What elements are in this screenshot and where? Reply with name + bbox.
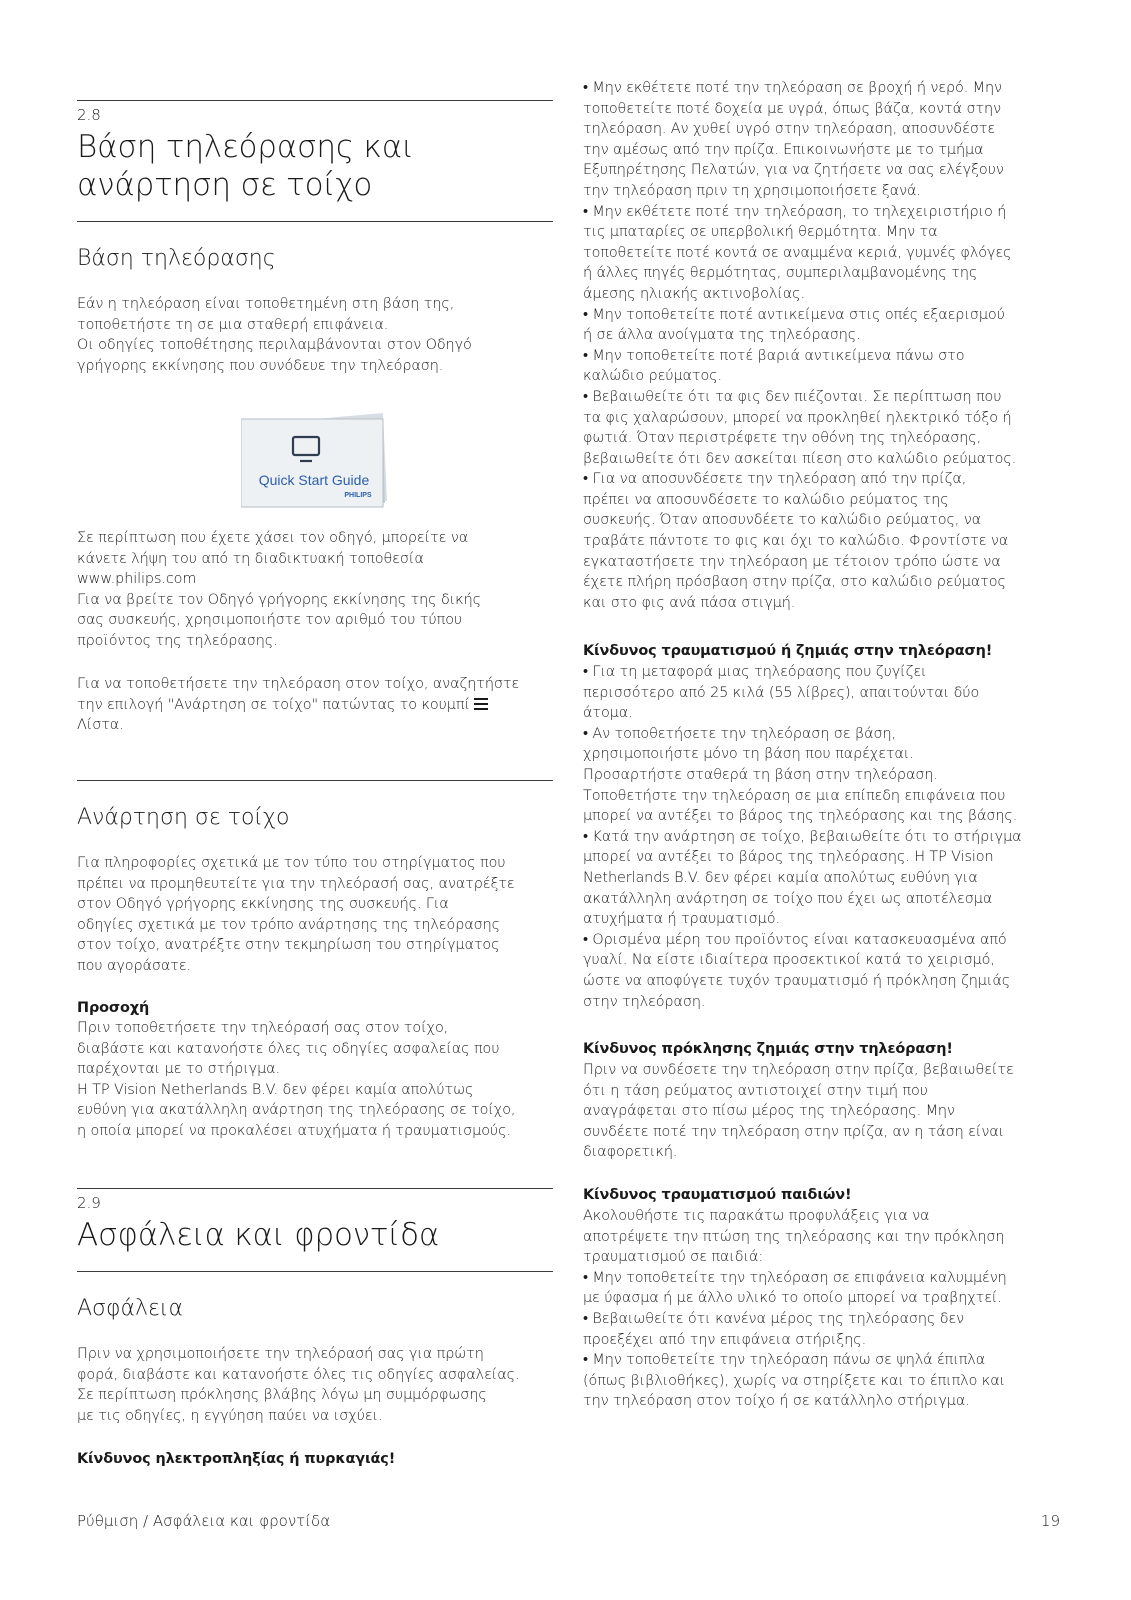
text-line: στην τηλεόραση. xyxy=(583,993,706,1010)
tv-stand-paragraph-1 xyxy=(77,294,553,376)
text-line: έχετε πλήρη πρόσβαση στην πρίζα, στο καλώδιο ρεύματος xyxy=(583,574,1006,591)
section-title xyxy=(77,128,553,204)
text-line: Για να βρείτε τον Οδηγό γρήγορης εκκίνησης της δικής xyxy=(77,591,481,608)
text-line: μπορεί να αντέξει το βάρος της τηλεόρασης. Η TP Vision xyxy=(583,849,994,866)
text-line: Ακολουθήστε τις παρακάτω προφυλάξεις για να xyxy=(583,1208,930,1224)
text-line: Εάν η τηλεόραση είναι τοποθετημένη στη βάση της, xyxy=(77,296,455,312)
section-title-rule-2-9 xyxy=(77,1271,553,1272)
footer-breadcrumb: Ρύθμιση / Ασφάλεια και φροντίδα xyxy=(77,1512,331,1530)
children-title: Κίνδυνος τραυματισμού παιδιών! xyxy=(583,1187,852,1203)
text-line: που αγοράσατε. xyxy=(77,957,192,974)
text-line: ή άλλες πηγές θερμότητας, συμπεριλαμβανομένης της xyxy=(583,265,978,282)
text-line: • Μην τοποθετείτε την τηλεόραση πάνω σε ψηλά έπιπλα xyxy=(583,1352,986,1369)
fire-bullets xyxy=(583,78,1067,613)
text-line: στον Οδηγό γρήγορης εκκίνησης της συσκευής. Για xyxy=(77,896,449,913)
text-line: ακατάλληλη ανάρτηση σε τοίχο που έχει ως αποτέλεσμα xyxy=(583,890,993,907)
text-line: Προσαρτήστε σταθερά τη βάση στην τηλεόραση. xyxy=(583,766,938,783)
text-line: τραυματισμού σε παιδιά: xyxy=(583,1249,764,1266)
text-line: Εξυπηρέτησης Πελατών, για να ζητήσετε να σας ελέγξουν xyxy=(583,162,1004,179)
text-line: εγκαταστήσετε την τηλεόραση με τέτοιον τρόπο ώστε να xyxy=(583,553,1001,570)
text-line: συνδέετε ποτέ την τηλεόραση στην πρίζα, αν η τάση είναι xyxy=(583,1123,1005,1140)
text-line: • Μην τοποθετείτε ποτέ βαριά αντικείμενα πάνω στο xyxy=(583,347,965,364)
text-line: με ύφασμα ή με άλλο υλικό το οποίο μπορεί να τραβηχτεί. xyxy=(583,1290,1002,1307)
tv-stand-paragraph-3-line3: Λίστα. xyxy=(77,717,124,734)
tv-stand-paragraph-2 xyxy=(77,528,553,652)
caution-title: Προσοχή xyxy=(77,1000,150,1016)
text-line: στον τοίχο, ανατρέξτε στην τεκμηρίωση του στηρίγματος xyxy=(77,937,500,954)
text-line: τις μπαταρίες σε υπερβολική θερμότητα. Μην τα xyxy=(583,224,938,241)
text-line: ευθύνη για ακατάλληλη ανάρτηση της τηλεόρασης σε τοίχο, xyxy=(77,1102,516,1119)
text-line: ώστε να αποφύγετε τυχόν τραυματισμό ή πρόκληση ζημιάς xyxy=(583,972,1011,989)
text-line: ατυχήματα ή τραυματισμό. xyxy=(583,911,780,928)
text-line: οδηγίες σχετικά με τον τρόπο ανάρτησης της τηλεόρασης xyxy=(77,916,500,933)
text-line: ή σε άλλα ανοίγματα της τηλεόρασης. xyxy=(583,327,861,344)
text-line: προϊόντος της τηλεόρασης. xyxy=(77,632,278,649)
tv-stand-paragraph-3-line1: Για να τοποθετήσετε την τηλεόραση στον τοίχο, αναζητήστε xyxy=(77,676,520,692)
text-line: μπορεί να αντέξει το βάρος της τηλεόρασης και της βάσης. xyxy=(583,808,1018,825)
text-line: • Μην τοποθετείτε την τηλεόραση σε επιφάνεια καλυμμένη xyxy=(583,1269,1007,1286)
wall-mount-paragraph xyxy=(77,853,555,977)
text-line: (όπως βιβλιοθήκες), χωρίς να στηρίξετε και το έπιπλο και xyxy=(583,1372,1006,1389)
text-line: περισσότερο από 25 κιλά (55 λίβρες), απαιτούνται δύο xyxy=(583,684,980,701)
text-line: χρησιμοποιήστε μόνο τη βάση που παρέχεται. xyxy=(583,746,914,763)
safety-paragraph xyxy=(77,1344,555,1426)
section-title-rule xyxy=(77,221,553,222)
damage-title: Κίνδυνος πρόκλησης ζημιάς στην τηλεόραση! xyxy=(583,1041,953,1057)
text-line: • Κατά την ανάρτηση σε τοίχο, βεβαιωθείτε ότι το στήριγμα xyxy=(583,828,1022,845)
text-line: Τοποθετήστε την τηλεόραση σε μια επίπεδη επιφάνεια που xyxy=(583,787,1006,804)
tv-stand-paragraph-3-line2: την επιλογή "Ανάρτηση σε τοίχο" πατώντας το κουμπί xyxy=(77,696,470,713)
children-text xyxy=(583,1206,1067,1412)
damage-text xyxy=(583,1060,1067,1163)
text-line: κάνετε λήψη του από τη διαδικτυακή τοποθεσία xyxy=(77,550,424,567)
subsection-heading-safety: Ασφάλεια xyxy=(77,1296,183,1321)
section-number: 2.8 xyxy=(77,106,101,124)
injury-bullets xyxy=(583,662,1067,1012)
text-line: γρήγορης εκκίνησης που συνόδευε την τηλεόραση. xyxy=(77,357,444,374)
text-line: προεξέχει από την επιφάνεια στήριξης. xyxy=(583,1331,867,1348)
section-rule-2-9 xyxy=(77,1188,553,1189)
text-line: Για πληροφορίες σχετικά με τον τύπο του στηρίγματος που xyxy=(77,855,506,871)
section-title-2-9: Ασφάλεια και φροντίδα xyxy=(77,1217,440,1253)
text-line: Netherlands B.V. δεν φέρει καμία απολύτως ευθύνη για xyxy=(583,869,978,886)
text-line: παρέχονται με το στήριγμα. xyxy=(77,1061,281,1078)
text-line: άτομα. xyxy=(583,705,633,722)
text-line: • Μην εκθέτετε ποτέ την τηλεόραση, το τηλεχειριστήριο ή xyxy=(583,203,1007,220)
text-line: • Αν τοποθετήσετε την τηλεόραση σε βάση, xyxy=(583,725,896,742)
guide-brand: PHILIPS xyxy=(344,492,372,499)
text-line: συσκευής. Όταν αποσυνδέετε το καλώδιο ρεύματος, να xyxy=(583,512,982,529)
text-line: Σε περίπτωση πρόκλησης βλάβης λόγω μη συμμόρφωσης xyxy=(77,1387,487,1404)
section-title-line1: Βάση τηλεόρασης και xyxy=(77,129,414,165)
text-line: • Ορισμένα μέρη του προϊόντος είναι κατασκευασμένα από xyxy=(583,931,1007,948)
text-line: Πριν τοποθετήσετε την τηλεόρασή σας στον τοίχο, xyxy=(77,1020,449,1036)
text-line: • Για να αποσυνδέσετε την τηλεόραση από την πρίζα, xyxy=(583,471,967,488)
text-line: την τηλεόραση στον τοίχο ή σε κατάλληλο στήριγμα. xyxy=(583,1393,970,1410)
text-line: φωτιά. Όταν περιστρέφετε την οθόνη της τηλεόρασης, xyxy=(583,430,982,447)
subsection-heading-wall-mount: Ανάρτηση σε τοίχο xyxy=(77,805,290,830)
text-line: Σε περίπτωση που έχετε χάσει τον οδηγό, μπορείτε να xyxy=(77,530,469,546)
subsection-heading-tv-stand: Βάση τηλεόρασης xyxy=(77,246,276,271)
text-line: τοποθετείτε ποτέ δοχεία με υγρά, όπως βάζα, κοντά στην xyxy=(583,100,1002,117)
text-line: σας συσκευής, χρησιμοποιήστε τον αριθμό του τύπου xyxy=(77,612,463,629)
text-line: τα φις χαλαρώσουν, μπορεί να προκληθεί ηλεκτρικό τόξο ή xyxy=(583,409,1012,426)
text-line: www.philips.com xyxy=(77,571,197,588)
subsection-rule-wall xyxy=(77,780,553,781)
text-line: Πριν να χρησιμοποιήσετε την τηλεόρασή σας για πρώτη xyxy=(77,1346,484,1362)
text-line: φορά, διαβάστε και κατανοήστε όλες τις οδηγίες ασφαλείας. xyxy=(77,1366,520,1383)
text-line: βεβαιωθείτε ότι δεν ασκείται πίεση στο καλώδιο ρεύματος. xyxy=(583,450,1017,467)
text-line: τοποθετήστε τη σε μια σταθερή επιφάνεια. xyxy=(77,316,389,333)
text-line: την αμέσως από την πρίζα. Επικοινωνήστε με το τμήμα xyxy=(583,141,984,158)
text-line: η οποία μπορεί να προκαλέσει ατυχήματα ή τραυματισμούς. xyxy=(77,1122,511,1139)
text-line: Η TP Vision Netherlands B.V. δεν φέρει καμία απολύτως xyxy=(77,1081,474,1098)
text-line: άμεσης ηλιακής ακτινοβολίας. xyxy=(583,285,805,302)
tv-stand-paragraph-3 xyxy=(77,674,555,736)
guide-title: Quick Start Guide xyxy=(258,472,370,488)
text-line: τηλεόραση. Αν χυθεί υγρό στην τηλεόραση, αποσυνδέστε xyxy=(583,121,996,138)
risk-fire-title: Κίνδυνος ηλεκτροπληξίας ή πυρκαγιάς! xyxy=(77,1451,396,1467)
quick-start-guide-image xyxy=(241,411,389,509)
text-line: • Μην εκθέτετε ποτέ την τηλεόραση σε βροχή ή νερό. Μην xyxy=(583,80,1002,96)
text-line: και στο φις ανά πάσα στιγμή. xyxy=(583,594,796,611)
caution-text xyxy=(77,1018,555,1142)
text-line: Πριν να συνδέσετε την τηλεόραση στην πρίζα, βεβαιωθείτε xyxy=(583,1062,1014,1078)
text-line: καλώδιο ρεύματος. xyxy=(583,368,723,385)
text-line: • Για τη μεταφορά μιας τηλεόρασης που ζυγίζει xyxy=(583,664,927,680)
text-line: αποτρέψετε την πτώση της τηλεόρασης και την πρόκληση xyxy=(583,1228,1005,1245)
text-line: Οι οδηγίες τοποθέτησης περιλαμβάνονται στον Οδηγό xyxy=(77,337,472,354)
text-line: πρέπει να προμηθευτείτε για την τηλεόρασή σας, ανατρέξτε xyxy=(77,875,515,892)
list-menu-icon xyxy=(474,698,488,710)
section-rule-top xyxy=(77,100,553,101)
text-line: με τις οδηγίες, η εγγύηση παύει να ισχύει. xyxy=(77,1407,383,1424)
text-line: διαβάστε και κατανοήστε όλες τις οδηγίες ασφαλείας που xyxy=(77,1040,500,1057)
text-line: την τηλεόραση πριν τη χρησιμοποιήσετε ξανά. xyxy=(583,182,921,199)
text-line: • Βεβαιωθείτε ότι κανένα μέρος της τηλεόρασης δεν xyxy=(583,1310,965,1327)
text-line: ότι η τάση ρεύματος αντιστοιχεί στην τιμή που xyxy=(583,1082,928,1099)
text-line: • Μην τοποθετείτε ποτέ αντικείμενα στις οπές εξαερισμού xyxy=(583,306,1005,323)
section-number-2-9: 2.9 xyxy=(77,1194,101,1212)
text-line: διαφορετική. xyxy=(583,1144,678,1161)
text-line: πρέπει να αποσυνδέσετε το καλώδιο ρεύματος της xyxy=(583,491,949,508)
text-line: τοποθετείτε ποτέ κοντά σε αναμμένα κεριά, γυμνές φλόγες xyxy=(583,244,1012,261)
text-line: • Βεβαιωθείτε ότι τα φις δεν πιέζονται. Σε περίπτωση που xyxy=(583,388,1002,405)
injury-title: Κίνδυνος τραυματισμού ή ζημιάς στην τηλεόραση! xyxy=(583,643,993,659)
text-line: τραβάτε πάντοτε το φις και όχι το καλώδιο. Φροντίστε να xyxy=(583,533,1009,550)
page-number: 19 xyxy=(1040,1512,1060,1530)
section-title-line2: ανάρτηση σε τοίχο xyxy=(77,167,373,203)
text-line: αναγράφεται στο πίσω μέρος της τηλεόρασης. Μην xyxy=(583,1103,955,1120)
text-line: γυαλί. Να είστε ιδιαίτερα προσεκτικοί κατά το χειρισμό, xyxy=(583,952,995,969)
